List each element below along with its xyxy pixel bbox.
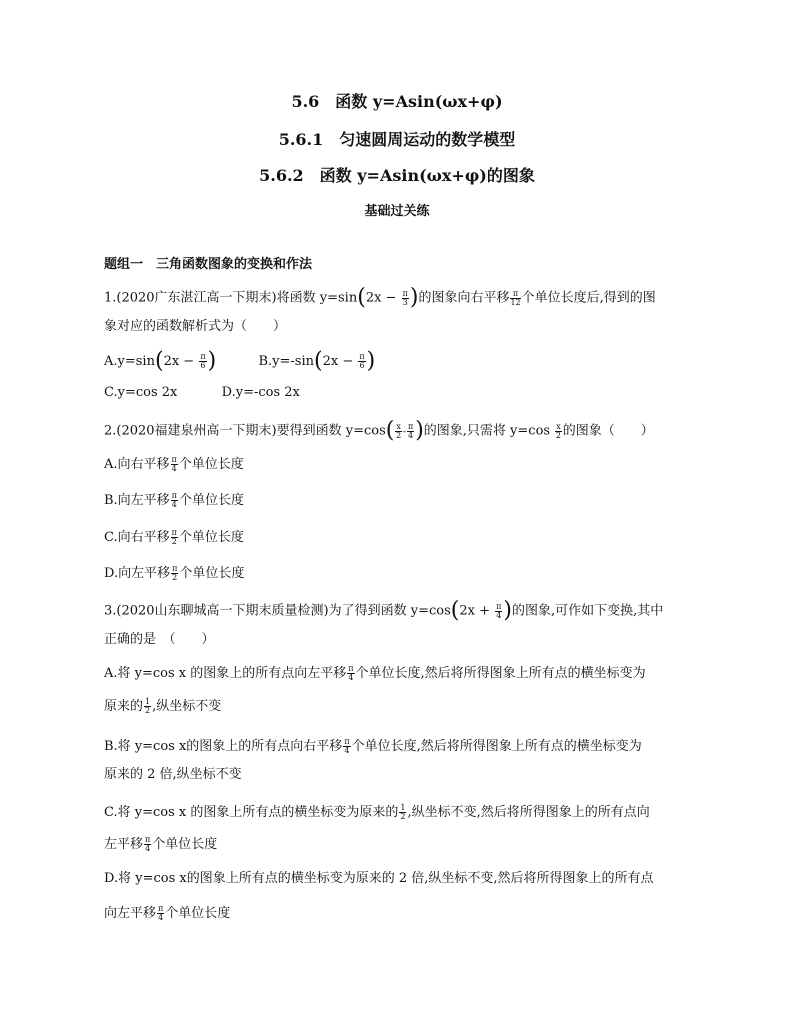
q2-stem: 2.(2020福建泉州高一下期末)要得到函数 y=cos( $\frac{x}{2}$ - $\frac{\pi}{4}$ )的图象,只需将 y=cos $\frac{x}{2}$ 的图象（ ） [104, 418, 654, 443]
q3-option-b-line2: 原来的 2 倍,纵坐标不变 [104, 767, 242, 782]
q3-option-d-line2: 向左平移 $\frac{\pi}{4}$ 个单位长度 [104, 904, 231, 922]
q3-option-c-line2: 左平移 $\frac{\pi}{4}$ 个单位长度 [104, 835, 218, 853]
q2-option-a: A.向右平移 $\frac{\pi}{4}$ 个单位长度 [104, 455, 244, 473]
q2-option-d: D.向左平移 $\frac{\pi}{2}$ 个单位长度 [104, 564, 245, 582]
section-title-5-6-1: 5.6.1 匀速圆周运动的数学模型 [278, 130, 516, 149]
q3-option-a-line2: 原来的 $\frac{1}{2}$ ,纵坐标不变 [104, 697, 222, 715]
q1-frac-pi-12: $\frac{\pi}{12}$ [510, 288, 521, 307]
q3-option-d-line1: D.将 y=cos x的图象上所有点的横坐标变为原来的 2 倍,纵坐标不变,然后将所得图象上的所有点 [104, 871, 654, 886]
q1-option-c: C.y=cos 2x [104, 385, 178, 400]
q1-option-d: D.y=-cos 2x [221, 385, 300, 400]
q1-tail: 个单位长度后,得到的图 [521, 290, 656, 306]
q1-stem-line2: 象对应的函数解析式为（ ） [104, 319, 287, 334]
q1-rparen: ) [409, 285, 419, 310]
page-title: 5.6 函数 y=Asin(ωx+φ) [291, 92, 503, 111]
q1-prefix: 1.(2020广东湛江高一下期末)将函数 [104, 290, 320, 306]
q1-func: y=sin [319, 290, 358, 306]
q3-option-c-line1: C.将 y=cos x 的图象上所有点的横坐标变为原来的 $\frac{1}{2}$ ,纵坐标不变,然后将所得图象上的所有点向 [104, 803, 650, 821]
group-heading: 题组一 三角函数图象的变换和作法 [104, 257, 313, 272]
exercise-subtitle: 基础过关练 [364, 204, 430, 219]
q1-options-ab [104, 350, 375, 372]
q1-option-b: B.y=-sin(2x − $\frac{\pi}{6}$ ) [258, 348, 376, 373]
q1-frac-pi-3: $\frac{\pi}{3}$ [402, 288, 408, 307]
q1-option-a: A.y=sin(2x − $\frac{\pi}{6}$ ) [104, 348, 217, 373]
q3-option-b-line1: B.将 y=cos x的图象上的所有点向右平移 $\frac{\pi}{4}$ 个单位长度,然后将所得图象上所有点的横坐标变为 [104, 737, 642, 755]
q3-option-a-line1: A.将 y=cos x 的图象上的所有点向左平移 $\frac{\pi}{4}$ 个单位长度,然后将所得图象上所有点的横坐标变为 [104, 664, 646, 682]
q3-stem-line2: 正确的是 （ ） [104, 632, 215, 647]
q1-lparen: ( [357, 285, 366, 310]
q2-option-c: C.向右平移 $\frac{\pi}{2}$ 个单位长度 [104, 528, 244, 546]
q1-arg: 2x − [365, 290, 401, 306]
q3-stem: 3.(2020山东聊城高一下期末质量检测)为了得到函数 y=cos(2x + $\frac{\pi}{4}$ )的图象,可作如下变换,其中 [104, 598, 664, 623]
q1-mid: 的图象向右平移 [418, 290, 510, 306]
section-title-5-6-2: 5.6.2 函数 y=Asin(ωx+φ)的图象 [259, 166, 535, 185]
q1-stem [104, 287, 656, 309]
q2-option-b: B.向左平移 $\frac{\pi}{4}$ 个单位长度 [104, 491, 244, 509]
q1-options-cd [104, 386, 300, 399]
